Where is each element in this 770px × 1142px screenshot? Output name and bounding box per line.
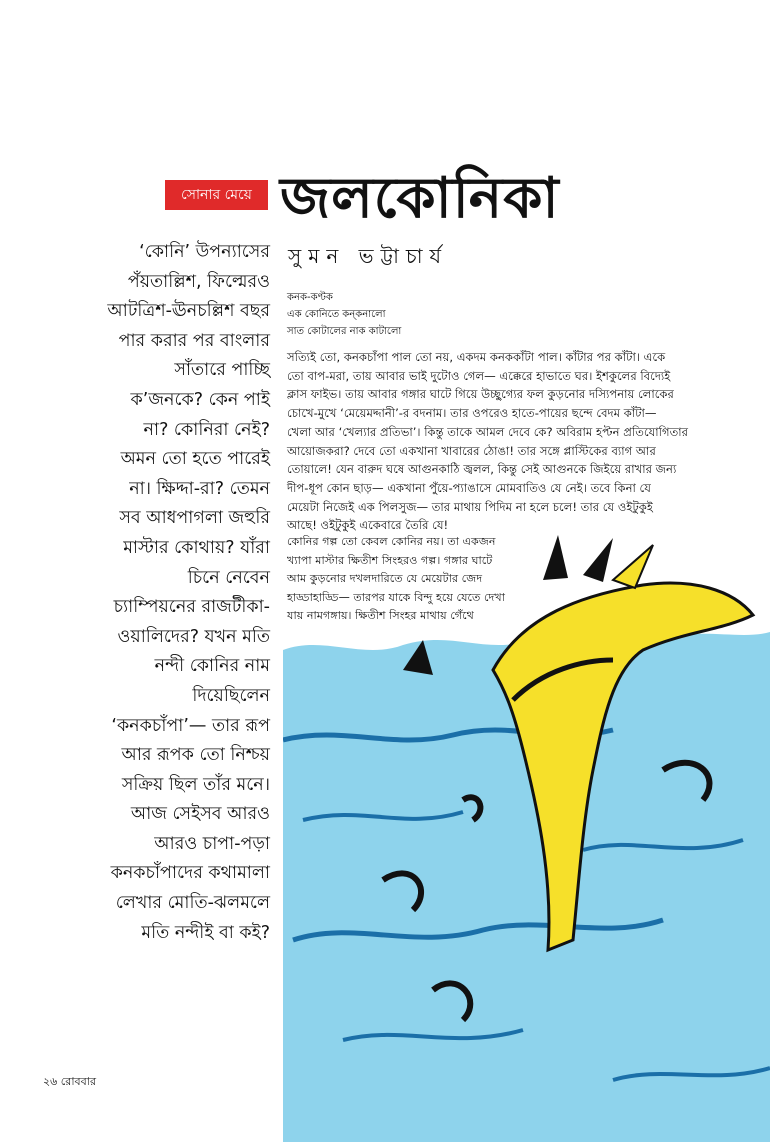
epigraph-poem <box>287 289 401 340</box>
body-line: চোখে-মুখে ‘মেয়েমদ্দানী’-র বদনাম। তার ওপরেও হাতে-পায়ের ছন্দে বেদম কাঁটা— <box>287 406 657 421</box>
body-text-continued <box>287 533 505 626</box>
body-line: খ্যাপা মাস্টার ক্ষিতীশ সিংহরও গল্প। গঙ্গার ঘাটে <box>287 553 493 567</box>
pull-quote-line: আর রূপক তো নিশ্চয় <box>121 745 270 766</box>
pull-quote-line: মাস্টার কোথায়? যাঁরা <box>123 537 270 558</box>
body-text <box>287 348 749 535</box>
pull-quote-line: চিনে নেবেন <box>187 567 270 588</box>
pull-quote-line: ‘কনকচাঁপা’— তার রূপ <box>111 715 270 736</box>
pull-quote-line: দিয়েছিলেন <box>192 685 270 706</box>
article-title: জলকোনিকা <box>280 166 560 231</box>
pull-quote-line: সব আধপাগলা জহুরি <box>119 508 270 529</box>
pull-quote-line: অমন তো হতে পারেই <box>120 449 270 470</box>
body-line: যায় নামগঙ্গায়। ক্ষিতীশ সিংহর মাথায় গেঁথে <box>287 609 474 622</box>
body-line: আছে! ওইটুকুই একেবারে তৈরি যে! <box>287 518 449 533</box>
pull-quote-line: ওয়ালিদের? যখন মতি <box>117 626 270 647</box>
body-line: ক্লাস ফাইভ। তায় আবার গঙ্গার ঘাটে গিয়ে উচ্ছুগ্যের ফল কুড়নোর দস্যিপনায় লোকের <box>287 387 674 402</box>
poem-line: কনক-কণ্টক <box>287 292 333 303</box>
pull-quote-line: না? কোনিরা নেই? <box>143 419 270 440</box>
section-kicker: সোনার মেয়ে <box>165 180 268 210</box>
pull-quote-line: চ্যাম্পিয়নের রাজটীকা- <box>113 597 270 618</box>
body-line: তোয়ালে! যেন বারুদ ঘষে আগুনকাঠি জ্বলল, কিন্তু সেই আগুনকে জিইয়ে রাখার জন্য <box>287 462 677 477</box>
body-line: হাড্ডাহাড্ডি— তারপর যাকে বিন্দু হয়ে যেতে দেখা <box>287 590 505 604</box>
body-line: সত্যিই তো, কনকচাঁপা পাল তো নয়, একদম কনককাঁটা পাল। কাঁটার পর কাঁটা। একে <box>287 350 666 364</box>
pull-quote-line: পার করার পর বাংলার <box>118 330 270 351</box>
pull-quote-line: নন্দী কোনির নাম <box>154 656 270 677</box>
pull-quote-line: পঁয়তাল্লিশ, ফিল্মেরও <box>127 271 270 292</box>
page-folio: ২৬ রোববার <box>43 1075 96 1088</box>
pull-quote-line: আরও চাপা-পড়া <box>154 833 270 854</box>
pull-quote <box>50 238 270 948</box>
body-line: খেলা আর ‘খেল্যার প্রতিভা’। কিন্তু তাকে আমল দেবে কে? অবিরাম হপ্টন প্রতিযোগিতার <box>287 424 689 439</box>
pull-quote-line: মতি নন্দীই বা কই? <box>141 922 270 943</box>
body-line: আম কুড়নোর দখলদারিতে যে মেয়েটার জেদ <box>287 572 483 585</box>
body-line: মেয়েটা নিজেই এক পিলসুজ— তার মাথায় পিদিম না হলে চলে! তার যে ওইটুকুই <box>287 499 653 514</box>
author-byline: সুমন ভট্টাচার্য <box>288 244 449 268</box>
pull-quote-line: ‘কোনি’ উপন্যাসের <box>139 242 270 262</box>
poem-line: সাত কোটালের নাক কাটালো <box>287 326 402 337</box>
pull-quote-line: কনকচাঁপাদের কথামালা <box>110 863 270 884</box>
body-line: কোনির গল্প তো কেবল কোনির নয়। তা একজন <box>287 535 496 548</box>
pull-quote-line: সক্রিয় ছিল তাঁর মনে। <box>121 774 270 795</box>
pull-quote-line: না। ক্ষিদ্দা-রা? তেমন <box>129 478 270 499</box>
poem-line: এক কোনিতে কন্কনালো <box>287 309 386 320</box>
body-line: তো বাপ-মরা, তায় আবার ভাই দুটোও গেল— এক্কেরে হাভাতে ঘর। ইশকুলের বিদ্যেই <box>287 368 671 383</box>
pull-quote-line: আজ সেইসব আরও <box>130 804 270 825</box>
body-line: আয়োজকরা? দেবে তো একখানা খাবারের ঠোঙা! তার সঙ্গে প্লাস্টিকের ব্যাগ আর <box>287 443 656 458</box>
pull-quote-line: ক’জনকে? কেন পাই <box>130 389 270 410</box>
pull-quote-line: আটত্রিশ-ঊনচল্লিশ বছর <box>107 301 270 322</box>
body-line: দীপ-ধূপ কোন ছাড়— একখানা পুঁয়ে-প্যাঙাসে মোমবাতিও যে নেই। তবে কিনা যে <box>287 480 651 495</box>
pull-quote-line: লেখার মোতি-ঝলমলে <box>115 893 270 914</box>
pull-quote-line: সাঁতারে পাচ্ছি <box>174 360 270 381</box>
